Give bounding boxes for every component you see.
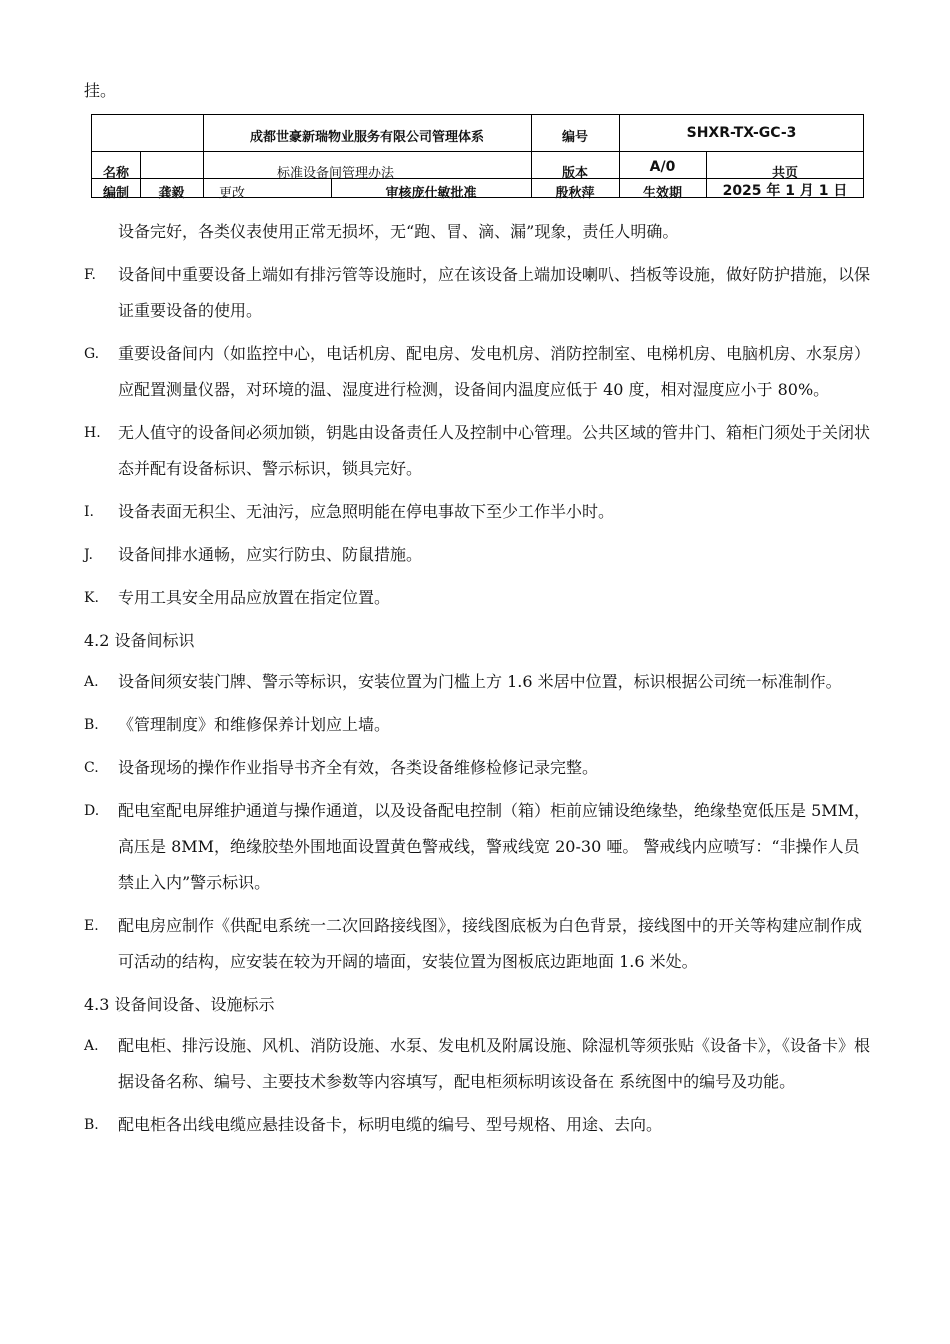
item-marker: E. (84, 918, 99, 934)
list-item (84, 494, 874, 530)
item-text: 设备间排水通畅，应实行防虫、防鼠措施。 (118, 545, 423, 564)
name-label: 名称 (102, 166, 129, 181)
item-marker: F. (84, 267, 96, 283)
list-item (84, 580, 874, 616)
list-item (84, 1028, 874, 1100)
item-text: 设备间中重要设备上端如有排污管等设施时，应在该设备上端加设喇叭、挡板等设施，做好防护措施，以保证重要设备的使用。 (118, 265, 871, 320)
item-text: 配电房应制作《供配电系统一二次回路接线图》，接线图底板为白色背景，接线图中的开关等构建应制作成可活动的结构，应安装在较为开阔的墙面，安装位置为图板底边距地面 1.6 米处。 (118, 916, 863, 971)
item-text: 专用工具安全用品应放置在指定位置。 (118, 588, 391, 607)
version-label: 版本 (561, 166, 588, 181)
item-marker: D. (84, 803, 100, 819)
item-text: 配电柜、排污设施、风机、消防设施、水泵、发电机及附属设施、除湿机等须张贴《设备卡》，《设备卡》根据设备名称、编号、主要技术参数等内容填写，配电柜须标明该设备在 系统图中的编号及功能。 (118, 1036, 871, 1091)
version-value: A/0 (649, 159, 676, 175)
item-text: 设备表面无积尘、无油污，应急照明能在停电事故下至少工作半小时。 (118, 502, 615, 521)
document-body (84, 214, 874, 1150)
list-item (84, 664, 874, 700)
approver-value: 殷秋萍 (555, 186, 595, 201)
item-marker: I. (84, 504, 94, 520)
author-value: 龚毅 (158, 186, 185, 201)
item-text: 设备现场的操作作业指导书齐全有效，各类设备维修检修记录完整。 (118, 758, 599, 777)
list-item (84, 537, 874, 573)
item-marker: A. (84, 1038, 99, 1054)
code-label: 编号 (561, 130, 588, 145)
author-label: 编制 (102, 186, 129, 201)
item-marker: G. (84, 346, 100, 362)
review-label: 审核庞仕敏批准 (385, 186, 477, 201)
item-marker: B. (84, 1117, 99, 1133)
list-item (84, 793, 874, 901)
item-text: 配电柜各出线电缆应悬挂设备卡，标明电缆的编号、型号规格、用途、去向。 (118, 1115, 663, 1134)
effective-value: 2025 年 1 月 1 日 (722, 183, 848, 199)
name-value: 标准设备间管理办法 (276, 166, 394, 181)
document-header-table (91, 114, 864, 201)
item-text: 设备间须安装门牌、警示等标识，安装位置为门槛上方 1.6 米居中位置，标识根据公司统一标准制作。 (118, 672, 842, 691)
section-heading: 4.2 设备间标识 (84, 631, 195, 650)
list-item (84, 908, 874, 980)
item-marker: B. (84, 717, 99, 733)
company-name: 成都世豪新瑞物业服务有限公司管理体系 (249, 130, 484, 145)
list-item (84, 257, 874, 329)
item-text: 重要设备间内（如监控中心，电话机房、配电房、发电机房、消防控制室、电梯机房、电脑机房、水泵房）应配置测量仪器，对环境的温、湿度进行检测，设备间内温度应低于 40 度，相对湿度应小于 80%。 (118, 344, 871, 399)
item-marker: K. (84, 590, 99, 606)
item-text: 《管理制度》和维修保养计划应上墙。 (118, 715, 391, 734)
list-item (84, 336, 874, 408)
section-heading: 4.3 设备间设备、设施标示 (84, 995, 275, 1014)
change-label: 更改 (219, 186, 246, 201)
code-value: SHXR-TX-GC-3 (686, 125, 797, 141)
pages-label: 共页 (771, 166, 798, 181)
continuation-text: 设备完好，各类仪表使用正常无损坏，无“跑、冒、滴、漏”现象，责任人明确。 (118, 222, 679, 241)
list-item (84, 1107, 874, 1143)
item-text: 无人值守的设备间必须加锁，钥匙由设备责任人及控制中心管理。公共区域的管井门、箱柜门须处于关闭状态并配有设备标识、警示标识，锁具完好。 (118, 423, 871, 478)
item-text: 配电室配电屏维护通道与操作通道，以及设备配电控制（箱）柜前应铺设绝缘垫，绝缘垫宽低压是 5MM，高压是 8MM，绝缘胶垫外围地面设置黄色警戒线，警戒线宽 20-30 唖。 警戒线内应喷写：“非操作人员禁止入内”警示标识。 (118, 801, 871, 892)
list-item (84, 415, 874, 487)
item-marker: H. (84, 425, 101, 441)
item-marker: J. (84, 547, 93, 563)
list-item (84, 707, 874, 743)
lead-text: 挂。 (84, 81, 117, 100)
list-item (84, 750, 874, 786)
header-line (92, 151, 863, 152)
item-marker: C. (84, 760, 99, 776)
effective-label: 生效期 (642, 186, 682, 201)
item-marker: A. (84, 674, 99, 690)
